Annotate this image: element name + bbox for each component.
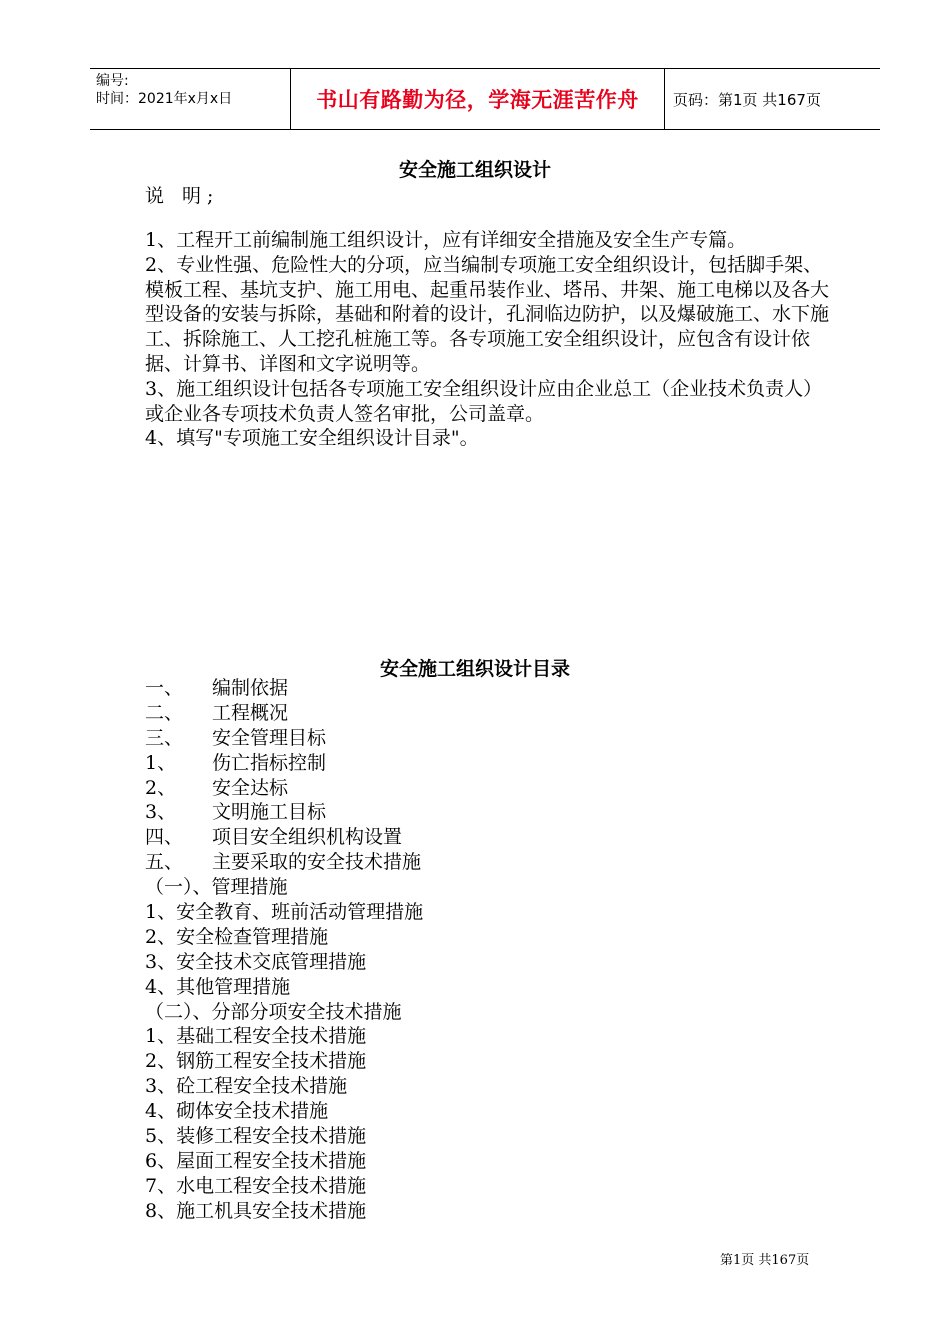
toc-num: 1、 [145, 751, 177, 774]
toc-item [145, 1000, 423, 1025]
note-label: 说 明; [145, 185, 220, 207]
toc-item [145, 900, 423, 925]
toc-text: 4、砌体安全技术措施 [145, 1100, 329, 1123]
toc-item [145, 726, 423, 751]
toc-text: 文明施工目标 [212, 801, 327, 824]
toc-item [145, 850, 423, 875]
toc-num: 3、 [145, 801, 177, 824]
toc-text: 工程概况 [212, 701, 289, 724]
paragraph: 4、填写"专项施工安全组织设计目录"。 [145, 427, 479, 450]
toc-num: 2、 [145, 776, 177, 799]
toc-item [145, 676, 423, 701]
toc-num: 二、 [145, 701, 184, 724]
toc-text: 8、施工机具安全技术措施 [145, 1199, 367, 1222]
toc-text: 1、安全教育、班前活动管理措施 [145, 901, 424, 924]
toc-item [145, 1124, 423, 1149]
toc-item [145, 1024, 423, 1049]
toc-item [145, 1074, 423, 1099]
toc-num: 四、 [145, 826, 184, 849]
toc-title: 安全施工组织设计目录 [379, 658, 570, 680]
paragraph: 1、工程开工前编制施工组织设计，应有详细安全措施及安全生产专篇。 [145, 229, 747, 251]
toc-item [145, 751, 423, 776]
toc-text: （一）、管理措施 [145, 876, 288, 899]
toc-text: 5、装修工程安全技术措施 [145, 1125, 367, 1148]
page-footer: 第1页 共167页 [720, 1253, 810, 1268]
toc-item [145, 825, 423, 850]
toc-text: 3、安全技术交底管理措施 [145, 950, 367, 973]
toc-num: 三、 [145, 726, 184, 749]
time-label: 时间：2021年x月x日 [96, 91, 233, 107]
toc-item [145, 1199, 423, 1224]
toc-text: （二）、分部分项安全技术措施 [145, 1000, 402, 1023]
id-label: 编号: [96, 73, 129, 89]
toc-text: 7、水电工程安全技术措施 [145, 1174, 367, 1197]
toc-text: 编制依据 [212, 677, 289, 699]
toc-text: 1、基础工程安全技术措施 [145, 1025, 367, 1048]
toc-text: 2、钢筋工程安全技术措施 [145, 1050, 367, 1073]
header-page-label: 页码：第1页 共167页 [673, 90, 821, 109]
document-title: 安全施工组织设计 [398, 159, 551, 181]
toc-num: 一、 [145, 677, 184, 699]
toc-text: 伤亡指标控制 [212, 751, 327, 774]
toc-item [145, 1149, 423, 1174]
header-meta [90, 69, 291, 129]
toc-item [145, 875, 423, 900]
toc-text: 安全达标 [212, 776, 289, 799]
toc-item [145, 925, 423, 950]
toc-item [145, 1099, 423, 1124]
toc-item [145, 1174, 423, 1199]
toc-text: 项目安全组织机构设置 [212, 826, 403, 849]
toc-text: 4、其他管理措施 [145, 975, 291, 998]
toc-text: 6、屋面工程安全技术措施 [145, 1149, 367, 1172]
toc-item [145, 776, 423, 801]
header-motto: 书山有路勤为径，学海无涯苦作舟 [291, 69, 665, 129]
toc-text: 2、安全检查管理措施 [145, 925, 329, 948]
toc-item [145, 800, 423, 825]
paragraph: 2、专业性强、危险性大的分项，应当编制专项施工安全组织设计，包括脚手架、模板工程、基坑支护、施工用电、起重吊装作业、塔吊、井架、施工电梯以及各大型设备的安装与拆除，基础和附着的设计，孔洞临边防护，以及爆破施工、水下施工、拆除施工、人工挖孔桩施工等。各专项施工安全组织设计，应包含有设计依据、计算书、详图和文字说明等。 [145, 253, 830, 375]
page-header [90, 68, 880, 130]
toc-text: 主要采取的安全技术措施 [212, 851, 422, 874]
toc-item [145, 975, 423, 1000]
toc-item [145, 950, 423, 975]
paragraph: 3、施工组织设计包括各专项施工安全组织设计应由企业总工（企业技术负责人）或企业各专项技术负责人签名审批，公司盖章。 [145, 377, 823, 425]
toc-text: 安全管理目标 [212, 726, 327, 749]
notes-section [145, 228, 835, 451]
toc-list [145, 676, 423, 1224]
toc-item [145, 701, 423, 726]
toc-num: 五、 [145, 851, 184, 874]
toc-item [145, 1049, 423, 1074]
toc-text: 3、砼工程安全技术措施 [145, 1075, 348, 1098]
